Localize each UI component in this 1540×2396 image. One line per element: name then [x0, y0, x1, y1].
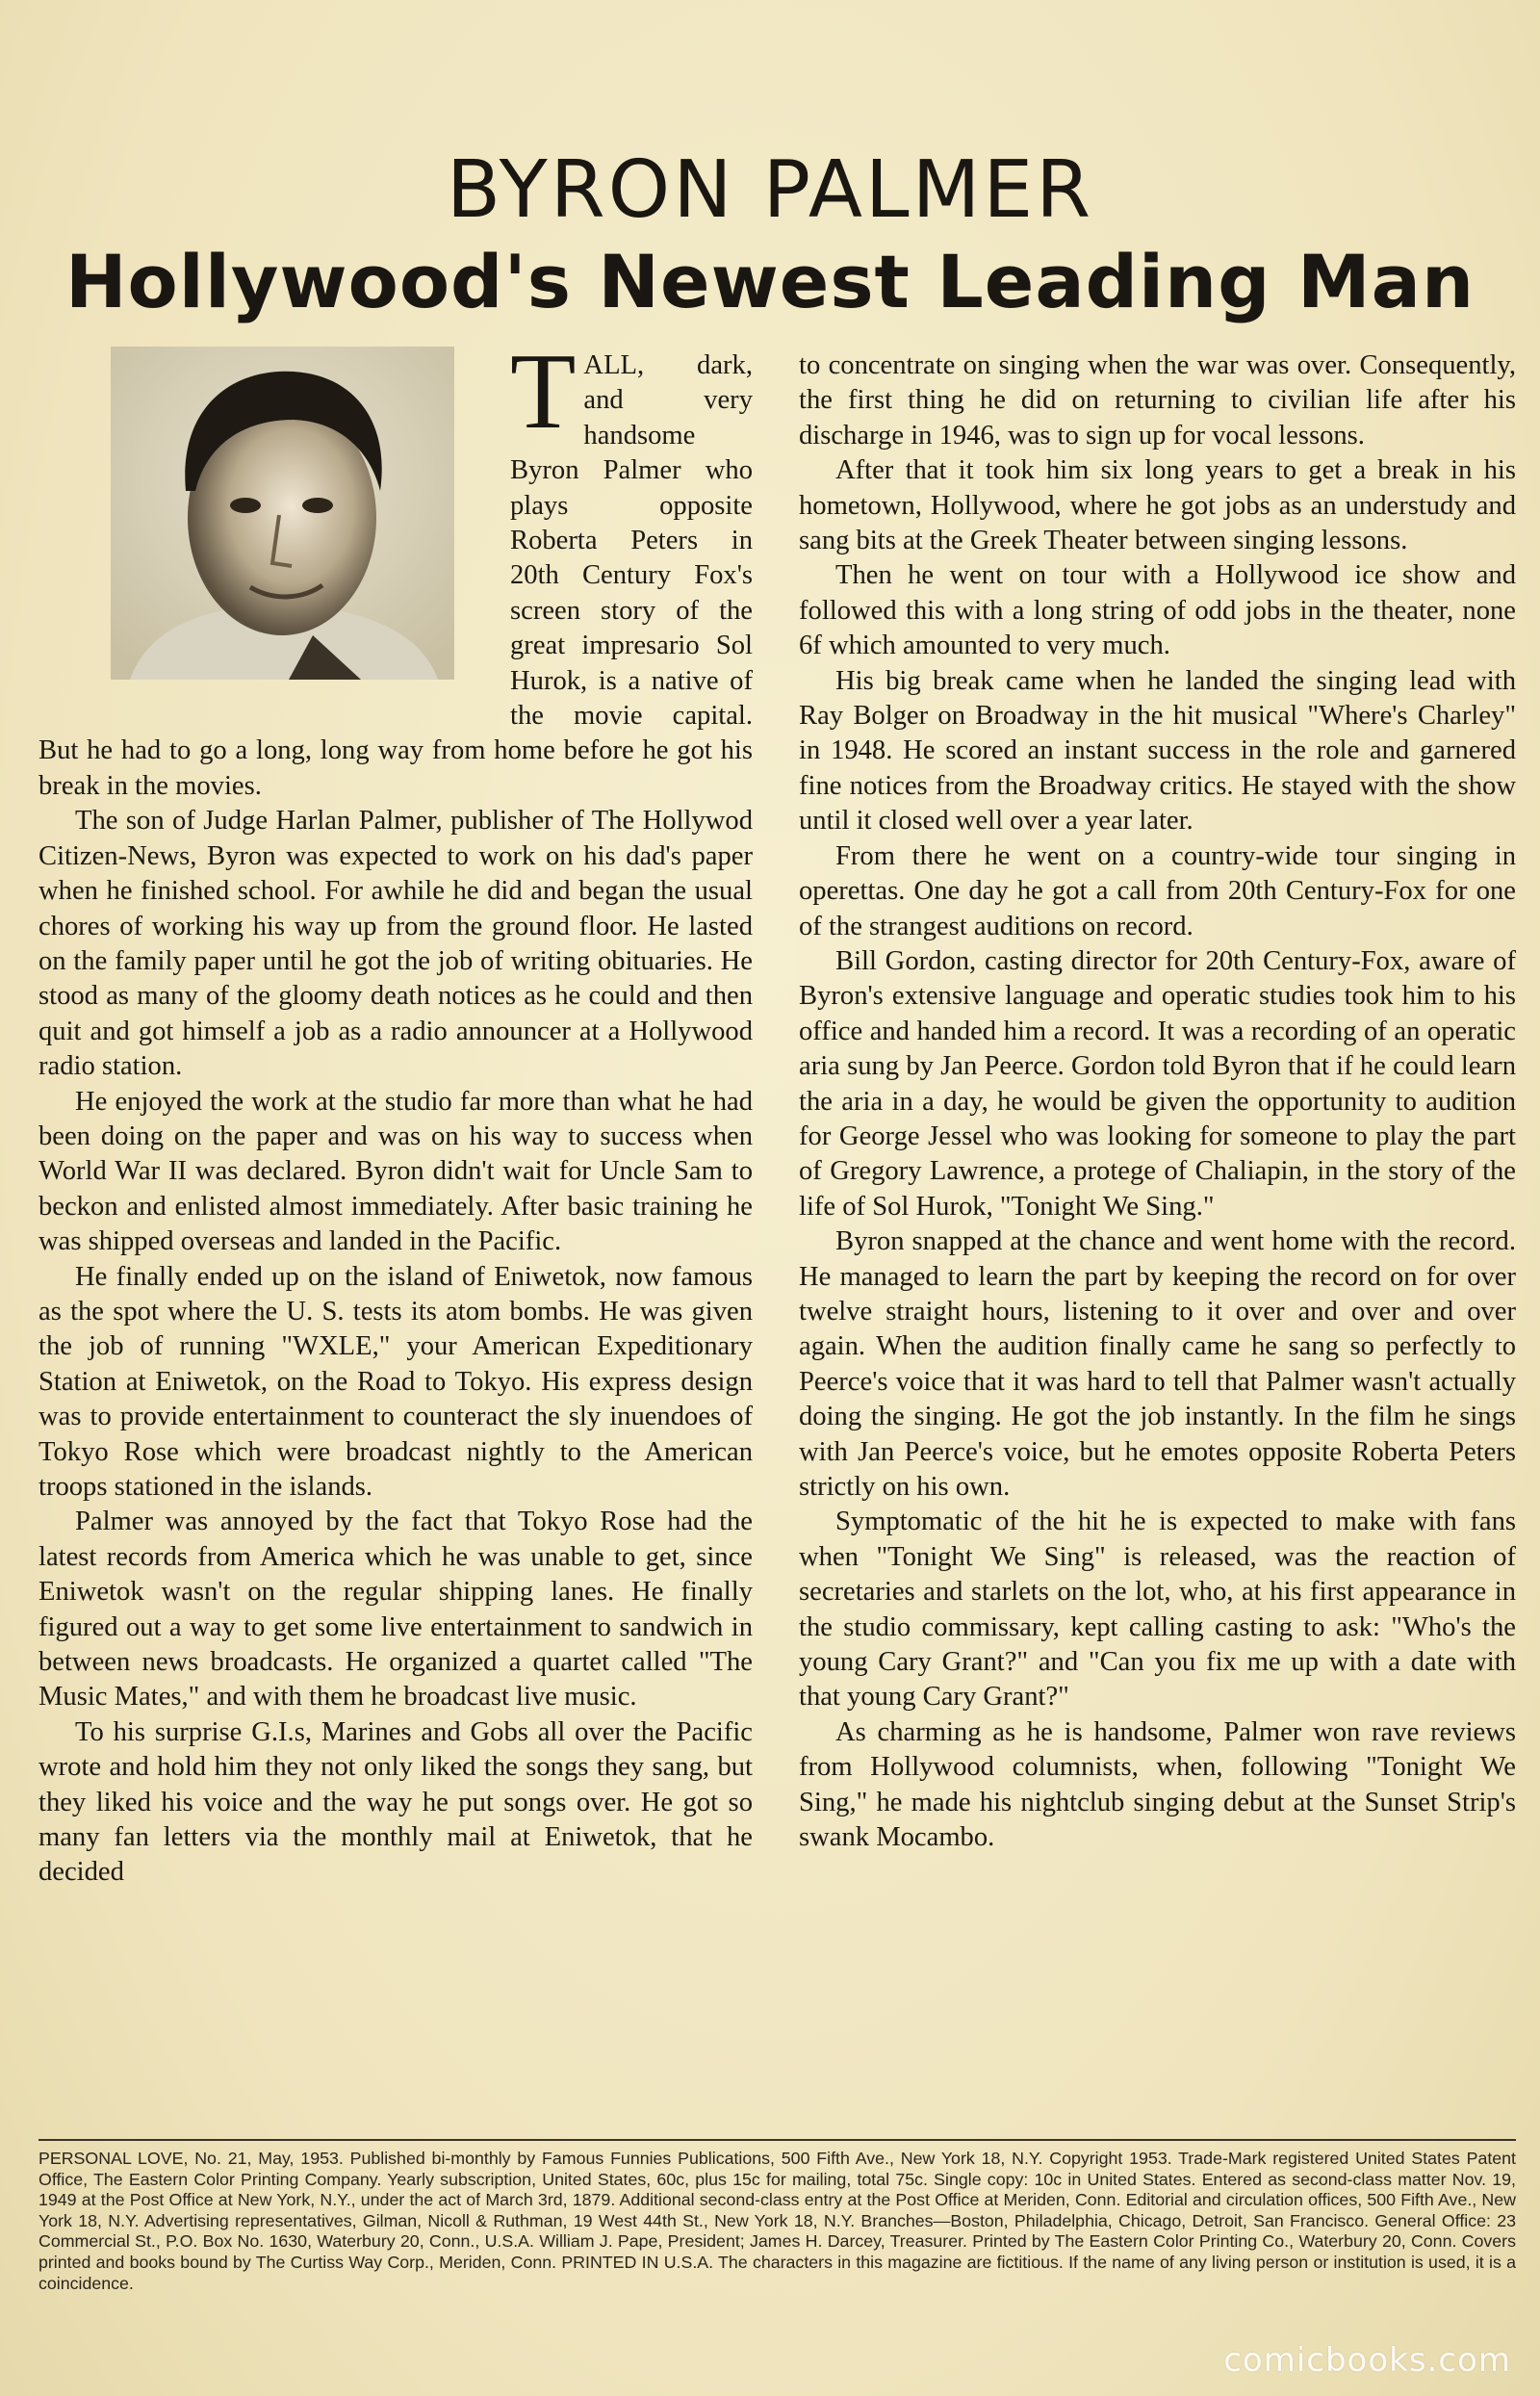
drop-cap: T [510, 332, 577, 451]
article-paragraph: His big break came when he landed the singing lead with Ray Bolger on Broadway in the hit musical "Where's Charley" in 1948. He scored an instant success in the role and garnered fine notices from the Broadway critics. He stayed with the show until it closed well over a year later. [799, 665, 1516, 837]
photo-wrap-spacer [38, 348, 510, 700]
article-title: BYRON PALMER [446, 144, 1094, 236]
article-paragraph: He enjoyed the work at the studio far more than what he had been doing on the paper and was on his way to success when World War II was declared. Byron didn't wait for Uncle Sam to beckon and enlisted almost immediately. After basic training he was shipped overseas and landed in the Pacific. [38, 1086, 753, 1257]
site-watermark: comicbooks.com [1223, 2341, 1511, 2380]
article-paragraph: Symptomatic of the hit he is expected to make with fans when "Tonight We Sing" is released, was the reaction of secretaries and starlets on the lot, who, at his first appearance in the studio commissary, kept calling casting to ask: "Who's the young Cary Grant?" and "Can you fix me up with a date with that young Cary Grant?" [799, 1507, 1516, 1713]
article-paragraph: Then he went on tour with a Hollywood ice show and followed this with a long string of odd jobs in the theater, none 6f which amounted to very much. [799, 560, 1516, 661]
article-paragraph: He finally ended up on the island of Eniwetok, now famous as the spot where the U. S. tests its atom bombs. He was given the job of running "WXLE," your American Expeditionary Station at Eniwetok, on the Road to Tokyo. His express design was to provide entertainment to counteract the sly inuendoes of Tokyo Rose which were broadcast nightly to the American troops stationed in the islands. [38, 1261, 753, 1502]
article-paragraph: As charming as he is handsome, Palmer won rave reviews from Hollywood columnists, when, following "Tonight We Sing," he made his nightclub singing debut at the Sunset Strip's swank Mocambo. [799, 1716, 1516, 1853]
article-column-left [38, 332, 753, 1891]
article-paragraph: The son of Judge Harlan Palmer, publisher of The Hollywod Citizen-News, Byron was expected to work on his dad's paper when he finished school. For awhile he did and began the usual chores of working his way up from the ground floor. He lasted on the family paper until he got the job of writing obituaries. He stood as many of the gloomy death notices as he could and then quit and got himself a job as a radio announcer at a Hollywood radio station. [38, 806, 753, 1082]
lead-paragraph-text: ALL, dark, and very handsome Byron Palmer who plays opposite Roberta Peters in 20th Century Fox's screen story of the great impresario Sol Hurok, is a native of the movie capital. But he had to go a long, long way from home before he got his break in the movies. [38, 350, 753, 801]
article-paragraph: Bill Gordon, casting director for 20th Century-Fox, aware of Byron's extensive language and operatic studies took him to his office and handed him a record. It was a recording of an operatic aria sung by Jan Peerce. Gordon told Byron that if he could learn the aria in a day, he would be given the opportunity to audition for George Jessel who was looking for someone to play the part of Gregory Lawrence, a protege of Chaliapin, in the story of the life of Sol Hurok, "Tonight We Sing." [799, 945, 1516, 1222]
article-paragraph: Byron snapped at the chance and went home with the record. He managed to learn the part by keeping the record on for over twelve straight hours, listening to it over and over and over again. When the audition finally came he sang so perfectly to Peerce's voice that it was hard to tell that Palmer wasn't actually doing the singing. He got the job instantly. In the film he sings with Jan Peerce's voice, but he emotes opposite Roberta Peters strictly on his own. [799, 1226, 1516, 1502]
article-column-right [799, 348, 1516, 1855]
publication-indicia: PERSONAL LOVE, No. 21, May, 1953. Published bi-monthly by Famous Funnies Publications, 500 Fifth Ave., New York 18, N.Y. Copyright 1953. Trade-Mark registered United States Patent Office, The Eastern Color Printing Company. Yearly subscription, United States, 60c, plus 15c for mailing, total 75c. Single copy: 10c in United States. Entered as second-class matter Nov. 19, 1949 at the Post Office at New York, N.Y., under the act of March 3rd, 1879. Additional second-class entry at the Post Office at Meriden, Conn. Editorial and circulation offices, 500 Fifth Ave., New York 18, N.Y. Advertising representatives, Gilman, Nicoll & Ruthman, 19 West 44th St., New York 18, N.Y. Branches—Boston, Philadelphia, Chicago, Detroit, San Francisco. General Office: 23 Commercial St., P.O. Box No. 1630, Waterbury 20, Conn., U.S.A. William J. Pape, President; James H. Darcey, Treasurer. Printed by The Eastern Color Printing Co., Waterbury 20, Conn. Covers printed and books bound by The Curtiss Way Corp., Meriden, Conn. PRINTED IN U.S.A. The characters in this magazine are fictitious. If the name of any living person or institution is used, it is a coincidence. [38, 2139, 1516, 2294]
article-subtitle: Hollywood's Newest Leading Man [64, 239, 1476, 324]
article-paragraph: to concentrate on singing when the war was over. Consequently, the first thing he did on returning to civilian life after his discharge in 1946, was to sign up for vocal lessons. [799, 350, 1516, 451]
article-paragraph: To his surprise G.I.s, Marines and Gobs all over the Pacific wrote and hold him they not only liked the songs they sang, but they liked his voice and the way he put songs over. He got so many fan letters via the monthly mail at Eniwetok, that he decided [38, 1716, 753, 1888]
article-paragraph: From there he went on a country-wide tour singing in operettas. One day he got a call from 20th Century-Fox for one of the strangest auditions on record. [799, 840, 1516, 941]
article-paragraph: After that it took him six long years to get a break in his hometown, Hollywood, where he got jobs as an understudy and sang bits at the Greek Theater between singing lessons. [799, 455, 1516, 556]
article-paragraph: Palmer was annoyed by the fact that Tokyo Rose had the latest records from America which he was unable to get, since Eniwetok wasn't on the regular shipping lanes. He finally figured out a way to get some live entertainment to sandwich in between news broadcasts. He organized a quartet called "The Music Mates," and with them he broadcast live music. [38, 1507, 753, 1713]
